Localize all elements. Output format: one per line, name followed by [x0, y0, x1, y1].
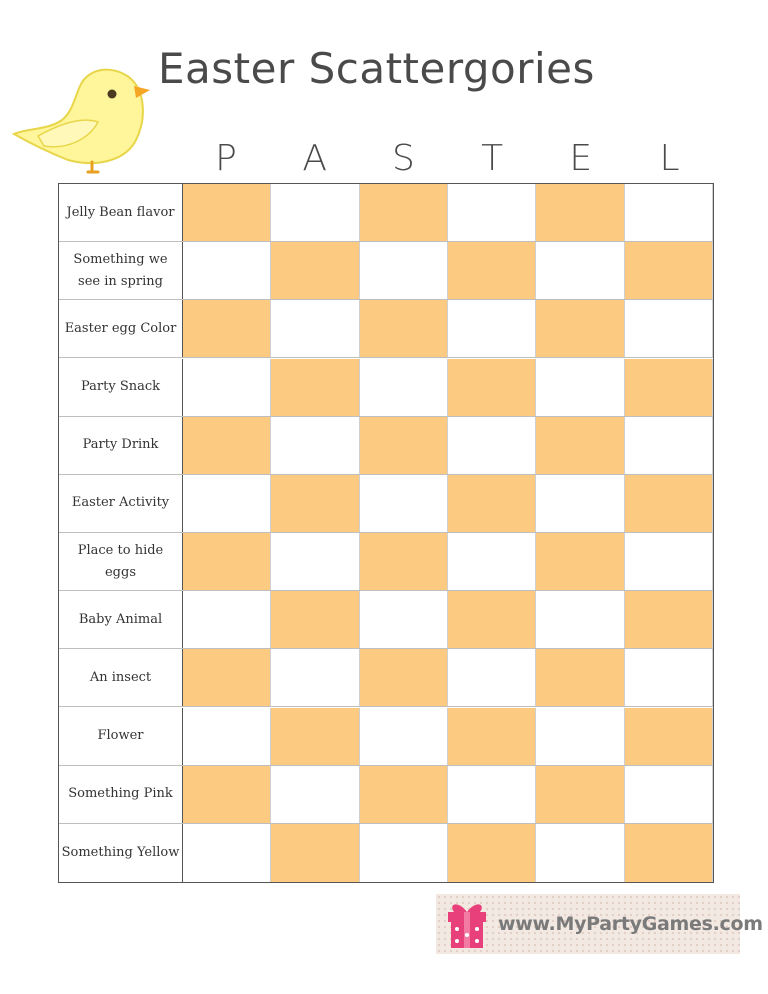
answer-cell[interactable] [448, 475, 536, 532]
answer-cell[interactable] [625, 417, 713, 474]
answer-cell[interactable] [183, 417, 271, 474]
answer-cell[interactable] [625, 533, 713, 590]
answer-cell[interactable] [625, 766, 713, 823]
answer-cell[interactable] [448, 824, 536, 882]
table-row [59, 475, 713, 533]
answer-cell[interactable] [183, 242, 271, 299]
answer-cell[interactable] [360, 533, 448, 590]
table-row [59, 649, 713, 707]
answer-cell[interactable] [360, 359, 448, 416]
answer-cell[interactable] [536, 591, 624, 648]
answer-cell[interactable] [536, 359, 624, 416]
answer-cell[interactable] [536, 649, 624, 706]
gift-icon [444, 898, 490, 950]
category-label: Jelly Bean flavor [59, 184, 183, 241]
answer-cell[interactable] [271, 766, 359, 823]
answer-cell[interactable] [271, 708, 359, 765]
answer-cell[interactable] [536, 533, 624, 590]
answer-cell[interactable] [271, 533, 359, 590]
site-logo [436, 894, 763, 954]
answer-cell[interactable] [448, 766, 536, 823]
answer-cell[interactable] [536, 417, 624, 474]
answer-cell[interactable] [536, 708, 624, 765]
category-label: Place to hide eggs [59, 533, 183, 590]
answer-cell[interactable] [536, 300, 624, 357]
answer-cell[interactable] [360, 766, 448, 823]
answer-cell[interactable] [625, 649, 713, 706]
scattergories-grid [58, 183, 714, 883]
logo-text: www.MyPartyGames.com [498, 913, 763, 935]
answer-cell[interactable] [183, 708, 271, 765]
answer-cell[interactable] [625, 184, 713, 241]
category-label: Party Drink [59, 417, 183, 474]
category-label: An insect [59, 649, 183, 706]
answer-cell[interactable] [183, 475, 271, 532]
answer-cell[interactable] [448, 591, 536, 648]
category-label: Party Snack [59, 359, 183, 416]
answer-cell[interactable] [448, 242, 536, 299]
category-label: Easter egg Color [59, 300, 183, 357]
answer-cell[interactable] [448, 708, 536, 765]
table-row [59, 591, 713, 649]
answer-cell[interactable] [271, 591, 359, 648]
table-row [59, 533, 713, 591]
answer-cell[interactable] [183, 184, 271, 241]
letter-e: E [569, 138, 593, 179]
answer-cell[interactable] [625, 300, 713, 357]
answer-cell[interactable] [448, 184, 536, 241]
answer-cell[interactable] [271, 649, 359, 706]
answer-cell[interactable] [271, 475, 359, 532]
answer-cell[interactable] [183, 533, 271, 590]
answer-cell[interactable] [183, 824, 271, 882]
table-row [59, 824, 713, 882]
answer-cell[interactable] [625, 359, 713, 416]
answer-cell[interactable] [360, 475, 448, 532]
answer-cell[interactable] [360, 708, 448, 765]
category-label: Something we see in spring [59, 242, 183, 299]
table-row [59, 766, 713, 824]
answer-cell[interactable] [448, 359, 536, 416]
letter-s: S [391, 138, 415, 179]
answer-cell[interactable] [448, 300, 536, 357]
answer-cell[interactable] [271, 417, 359, 474]
table-row [59, 184, 713, 242]
answer-cell[interactable] [536, 824, 624, 882]
answer-cell[interactable] [183, 591, 271, 648]
answer-cell[interactable] [183, 766, 271, 823]
chick-icon [8, 64, 153, 174]
table-row [59, 359, 713, 417]
answer-cell[interactable] [448, 417, 536, 474]
answer-cell[interactable] [360, 242, 448, 299]
answer-cell[interactable] [271, 359, 359, 416]
answer-cell[interactable] [625, 591, 713, 648]
answer-cell[interactable] [183, 300, 271, 357]
category-label: Something Pink [59, 766, 183, 823]
table-row [59, 708, 713, 766]
answer-cell[interactable] [183, 359, 271, 416]
answer-cell[interactable] [271, 242, 359, 299]
answer-cell[interactable] [536, 475, 624, 532]
answer-cell[interactable] [360, 300, 448, 357]
category-label: Baby Animal [59, 591, 183, 648]
table-row [59, 417, 713, 475]
letter-p: P [215, 138, 237, 179]
answer-cell[interactable] [360, 417, 448, 474]
answer-cell[interactable] [448, 649, 536, 706]
answer-cell[interactable] [183, 649, 271, 706]
answer-cell[interactable] [360, 591, 448, 648]
answer-cell[interactable] [536, 766, 624, 823]
category-label: Something Yellow [59, 824, 183, 882]
answer-cell[interactable] [271, 824, 359, 882]
letter-a: A [302, 138, 327, 179]
answer-cell[interactable] [625, 824, 713, 882]
category-label: Easter Activity [59, 475, 183, 532]
answer-cell[interactable] [360, 824, 448, 882]
answer-cell[interactable] [448, 533, 536, 590]
category-label: Flower [59, 708, 183, 765]
answer-cell[interactable] [625, 242, 713, 299]
answer-cell[interactable] [536, 184, 624, 241]
answer-cell[interactable] [360, 649, 448, 706]
answer-cell[interactable] [625, 475, 713, 532]
answer-cell[interactable] [625, 708, 713, 765]
letter-t: T [481, 138, 504, 179]
letter-header [182, 138, 714, 184]
table-row [59, 300, 713, 358]
page-title: Easter Scattergories [158, 44, 595, 93]
answer-cell[interactable] [271, 184, 359, 241]
answer-cell[interactable] [536, 242, 624, 299]
letter-l: L [659, 138, 680, 179]
answer-cell[interactable] [360, 184, 448, 241]
answer-cell[interactable] [271, 300, 359, 357]
table-row [59, 242, 713, 300]
